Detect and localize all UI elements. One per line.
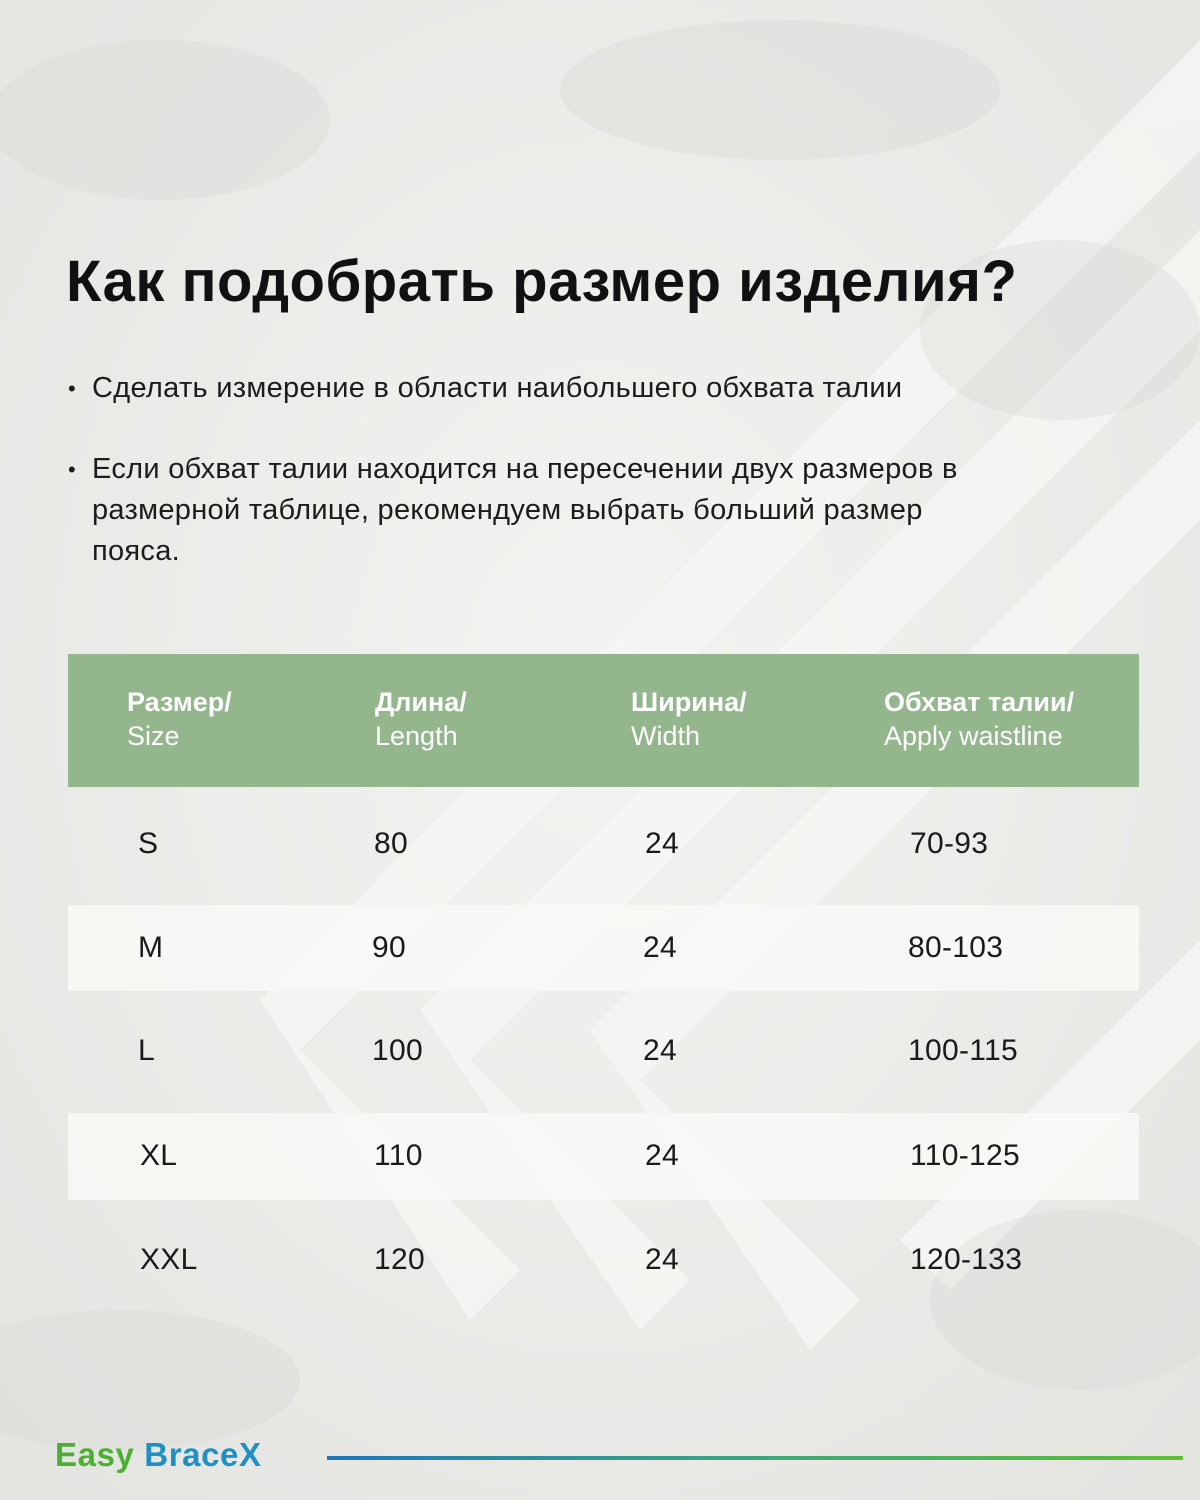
instructions-list xyxy=(66,368,1066,572)
instruction-text: Сделать измерение в области наибольшего обхвата талии xyxy=(92,372,903,404)
table-row xyxy=(68,1113,1139,1200)
cell-size: XXL xyxy=(140,1243,198,1276)
table-row xyxy=(68,1200,1139,1320)
header-length: Длина/ Length xyxy=(375,687,467,751)
cell-length: 120 xyxy=(374,1243,425,1276)
cell-size: M xyxy=(138,931,164,964)
cell-waist: 100-115 xyxy=(908,1034,1018,1067)
header-width: Ширина/ Width xyxy=(631,687,747,751)
cell-waist: 80-103 xyxy=(908,931,1004,964)
footer-divider xyxy=(327,1456,1183,1460)
cell-size: L xyxy=(138,1034,155,1067)
bullet-icon: • xyxy=(68,376,77,401)
table-row xyxy=(68,787,1139,905)
header-waist: Обхват талии/ Apply waistline xyxy=(884,687,1075,751)
table-row xyxy=(68,905,1139,991)
page-title: Как подобрать размер изделия? xyxy=(66,249,1018,314)
cell-width: 24 xyxy=(643,1034,677,1067)
cell-size: XL xyxy=(140,1139,178,1172)
cell-width: 24 xyxy=(645,1139,679,1172)
cell-length: 80 xyxy=(374,827,408,860)
bullet-icon: • xyxy=(68,457,77,482)
header-size: Размер/ Size xyxy=(127,687,232,751)
cell-length: 90 xyxy=(372,931,406,964)
instruction-item xyxy=(66,449,1066,572)
cell-width: 24 xyxy=(643,931,677,964)
cell-waist: 110-125 xyxy=(910,1139,1020,1172)
cell-size: S xyxy=(138,827,159,860)
brand-logo-part-2: BraceX xyxy=(144,1436,262,1473)
table-row xyxy=(68,991,1139,1113)
cell-width: 24 xyxy=(645,827,679,860)
cell-length: 100 xyxy=(372,1034,423,1067)
cell-width: 24 xyxy=(645,1243,679,1276)
brand-logo xyxy=(55,1436,262,1474)
brand-logo-part-1: Easy xyxy=(55,1436,135,1473)
cell-waist: 70-93 xyxy=(910,827,989,860)
cell-waist: 120-133 xyxy=(910,1243,1023,1276)
instruction-item xyxy=(66,368,1066,409)
instruction-text: Если обхват талии находится на пересечении двух размеров в размерной таблице, рекомендуем выбрать больший размер пояса. xyxy=(92,453,958,567)
size-table xyxy=(68,654,1139,1320)
cell-length: 110 xyxy=(374,1139,423,1172)
table-header xyxy=(68,654,1139,787)
